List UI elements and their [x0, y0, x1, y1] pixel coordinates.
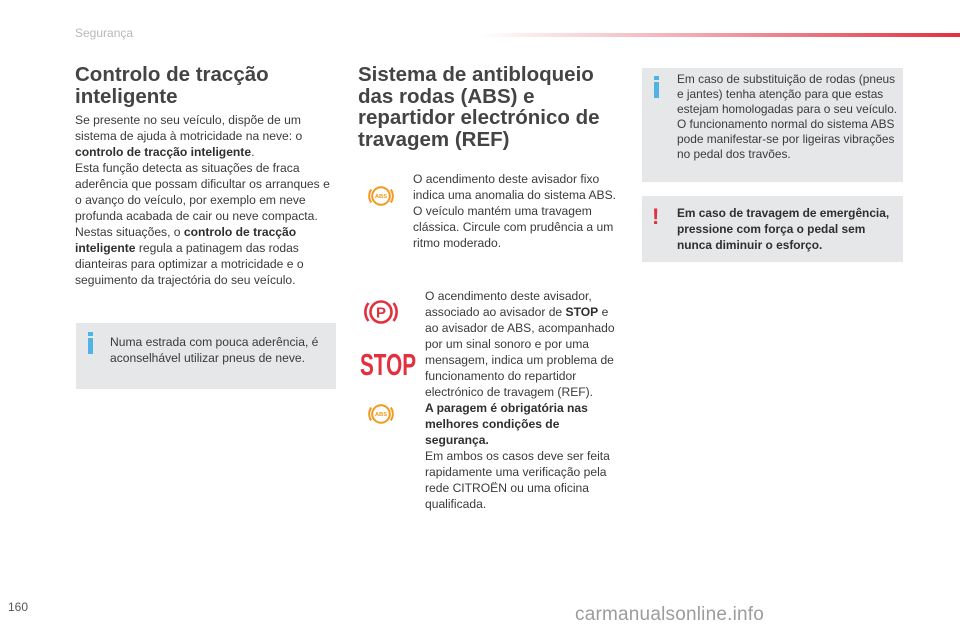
abs-warning-icon [366, 181, 396, 216]
brake-icon-label: P [375, 304, 387, 322]
stop-warning-icon [359, 347, 417, 384]
info-icon [88, 332, 93, 354]
section-label: Segurança [75, 26, 134, 40]
abs-warning-text: O acendimento deste avisador fixo indica uma anomalia do sistema ABS. O veículo mantém uma travagem clássica. Circule com prudência a um ritmo moderado. [413, 172, 617, 250]
heading-traction-control: Controlo de tracção inteligente [75, 63, 269, 108]
snow-tyres-info-text: Numa estrada com pouca aderência, é aconselhável utilizar pneus de neve. [110, 335, 319, 365]
page-number: 160 [8, 600, 29, 614]
stop-icon-label: STOP [360, 347, 416, 382]
abs-warning-icon-2 [366, 399, 396, 434]
traction-control-paragraph: Se presente no seu veículo, dispõe de um sistema de ajuda à motricidade na neve: o controlo de tracção inteligente. Esta função detecta as situações de fraca aderência que possam dificultar os arranques e o avanço do veículo, por exemplo em neve profunda acabada de cair ou neve compacta. Nestas situações, o controlo de tracção inteligente regula a patinagem das rodas dianteiras para optimizar a motricidade e o seguimento da trajectória do seu veículo. [75, 113, 330, 287]
brake-warning-icon [361, 294, 401, 335]
wheel-replacement-info-text: Em caso de substituição de rodas (pneus e jantes) tenha atenção para que estas estejam homologadas para o seu veículo. O funcionamento normal do sistema ABS pode manifestar-se por ligeiras vibrações no pedal dos travões. [677, 72, 898, 161]
watermark: carmanualsonline.info [575, 604, 765, 625]
abs-icon-label: ABS [374, 194, 388, 201]
info-icon-2 [654, 76, 659, 98]
header-gradient-bar [480, 33, 960, 37]
ref-warning-text: O acendimento deste avisador, associado ao avisador de STOP e ao avisador de ABS, acompanhado por um sinal sonoro e por uma mensagem, indica um problema de funcionamento do repartidor electrónico de travagem (REF). A paragem é obrigatória nas melhores condições de segurança. Em ambos os casos deve ser feita rapidamente uma verificação pela rede CITROËN ou uma oficina qualificada. [425, 289, 615, 511]
emergency-braking-warning-text: Em caso de travagem de emergência, pressione com força o pedal sem nunca diminuir o esforço. [677, 206, 890, 252]
heading-abs-ref: Sistema de antibloqueio das rodas (ABS) e repartidor electrónico de travagem (REF) [358, 63, 600, 151]
abs-icon-label-2: ABS [374, 412, 388, 419]
exclamation-icon: ! [652, 204, 660, 229]
